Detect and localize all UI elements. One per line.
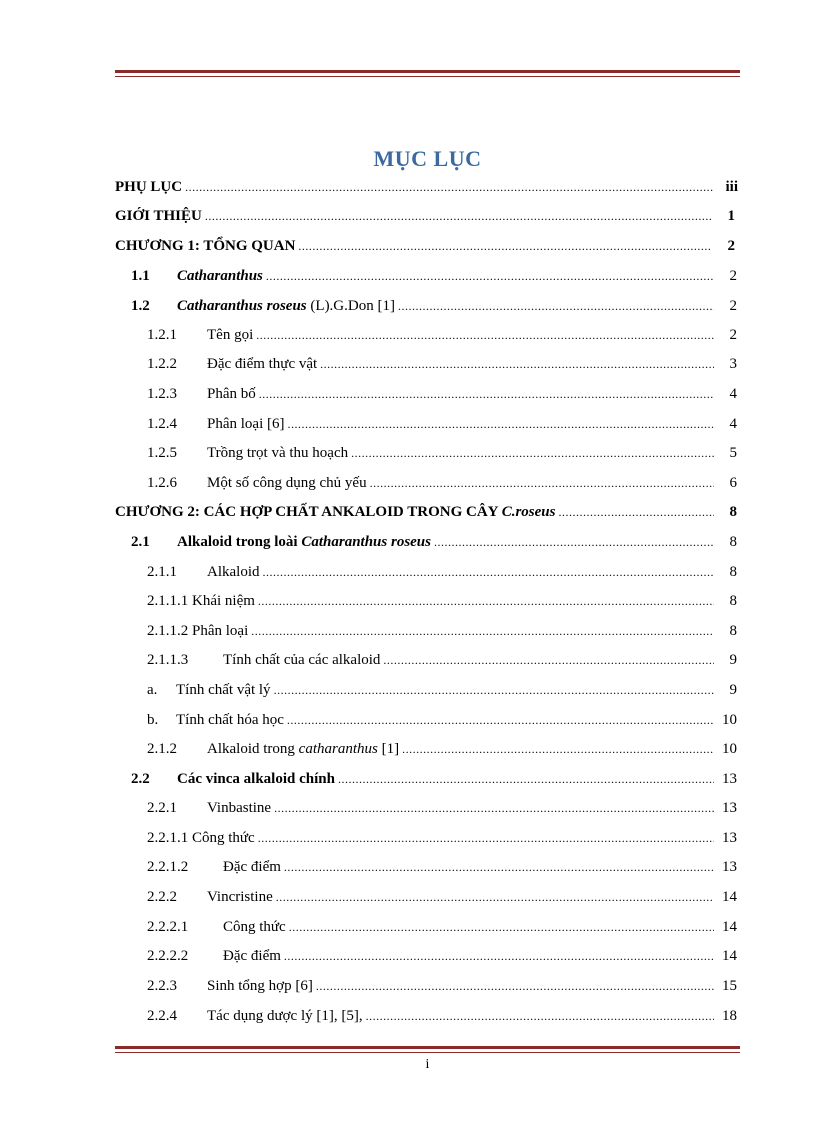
- toc-entry-text: Trồng trọt và thu hoạch: [207, 445, 349, 461]
- toc-entry[interactable]: [147, 945, 737, 967]
- toc-entry-number: 2.2.2.2: [147, 948, 189, 964]
- toc-entry-number: 2.2: [131, 771, 150, 787]
- toc-leader: [251, 620, 714, 642]
- toc-entry[interactable]: [115, 176, 738, 198]
- toc-entry[interactable]: [147, 324, 737, 346]
- page-number-footer: i: [425, 1057, 430, 1072]
- toc-leader: [383, 649, 714, 671]
- toc-entry-number: 2.1: [131, 534, 150, 550]
- toc-page-number: 1: [727, 208, 735, 224]
- toc-entry-number: 1.2.6: [147, 475, 177, 491]
- toc-entry-text: Alkaloid trong loài Catharanthus roseus: [177, 534, 431, 550]
- toc-leader: [263, 561, 715, 583]
- toc-leader: [205, 205, 712, 227]
- toc-leader: [287, 413, 714, 435]
- toc-entry-number: 2.2.4: [147, 1008, 177, 1024]
- toc-entry-number: 1.2.2: [147, 356, 177, 372]
- toc-entry[interactable]: [147, 620, 737, 642]
- toc-page-number: 8: [729, 564, 737, 580]
- toc-entry[interactable]: [147, 797, 737, 819]
- toc-entry-text: Đặc điểm thực vật: [207, 356, 318, 372]
- toc-entry[interactable]: [147, 916, 737, 938]
- toc-entry-text: Alkaloid trong catharanthus [1]: [207, 741, 400, 757]
- toc-entry[interactable]: [147, 679, 737, 701]
- page-title: MỤC LỤC: [373, 146, 482, 171]
- toc-page-number: 5: [729, 445, 737, 461]
- toc-entry-text: Đặc điểm: [223, 948, 281, 964]
- toc-page-number: 2: [729, 298, 737, 314]
- toc-page-number: 6: [729, 475, 737, 491]
- toc-entry-text: GIỚI THIỆU: [115, 208, 202, 224]
- toc-leader: [434, 531, 714, 553]
- toc-page-number: 4: [729, 386, 737, 402]
- toc-page-number: 10: [722, 741, 737, 757]
- toc-page-number: 13: [722, 800, 737, 816]
- toc-entry-number: b.: [147, 712, 159, 728]
- toc-page-number: 14: [722, 919, 737, 935]
- toc-entry[interactable]: [147, 856, 737, 878]
- footer-rule: [115, 1046, 740, 1053]
- toc-leader: [320, 353, 714, 375]
- toc-leader: [338, 768, 714, 790]
- toc-entry-number: 2.2.3: [147, 978, 177, 994]
- toc-entry-text: Alkaloid: [207, 564, 260, 580]
- toc-page-number: 8: [729, 593, 737, 609]
- toc-entry-text: Các vinca alkaloid chính: [177, 771, 335, 787]
- toc-page-number: 18: [722, 1008, 737, 1024]
- toc-entry[interactable]: [147, 1005, 737, 1027]
- toc-page-number: 8: [729, 504, 737, 520]
- toc-entry[interactable]: [131, 531, 737, 553]
- toc-entry-text: 2.2.1.1 Công thức: [147, 830, 255, 846]
- toc-entry-text: CHƯƠNG 1: TỔNG QUAN: [115, 238, 296, 254]
- toc-page-number: 3: [729, 356, 737, 372]
- toc-page-number: 8: [729, 623, 737, 639]
- toc-entry[interactable]: [131, 295, 737, 317]
- toc-entry-text: Tính chất hóa học: [176, 712, 284, 728]
- toc-leader: [398, 295, 714, 317]
- toc-entry[interactable]: [147, 738, 737, 760]
- toc-leader: [259, 383, 714, 405]
- toc-leader: [298, 235, 712, 257]
- toc-entry-text: Tên gọi: [207, 327, 254, 343]
- toc-page-number: 9: [729, 652, 737, 668]
- toc-entry-number: 1.2.5: [147, 445, 177, 461]
- header-rule: [115, 70, 740, 77]
- toc-page-number: 15: [722, 978, 737, 994]
- toc-leader: [351, 442, 714, 464]
- toc-page-number: 2: [729, 327, 737, 343]
- toc-entry[interactable]: [147, 709, 737, 731]
- toc-entry-text: Một số công dụng chủ yếu: [207, 475, 367, 491]
- toc-page-number: 13: [722, 771, 737, 787]
- toc-entry[interactable]: [147, 472, 737, 494]
- toc-leader: [558, 501, 714, 523]
- toc-entry[interactable]: [147, 561, 737, 583]
- toc-page-number: 2: [727, 238, 735, 254]
- toc-page-number: 14: [722, 889, 737, 905]
- toc-leader: [274, 679, 714, 701]
- toc-entry-text: 2.1.1.2 Phân loại: [147, 623, 249, 639]
- toc-page-number: 9: [729, 682, 737, 698]
- toc-entry-text: Tính chất vật lý: [176, 682, 271, 698]
- toc-entry-number: 2.1.2: [147, 741, 177, 757]
- toc-entry-text: Phân bố: [207, 386, 256, 402]
- toc-entry[interactable]: [147, 353, 737, 375]
- toc-leader: [256, 324, 714, 346]
- toc-leader: [366, 1005, 714, 1027]
- toc-entry-number: 1.2.1: [147, 327, 177, 343]
- toc-entry[interactable]: [147, 590, 737, 612]
- toc-entry-number: 2.2.1: [147, 800, 177, 816]
- toc-leader: [185, 176, 713, 198]
- toc-entry-text: Tính chất của các alkaloid: [223, 652, 381, 668]
- toc-leader: [284, 945, 714, 967]
- toc-entry[interactable]: [147, 827, 737, 849]
- toc-leader: [274, 797, 714, 819]
- toc-page-number: 4: [729, 416, 737, 432]
- toc-entry-number: 2.2.2.1: [147, 919, 189, 935]
- toc-entry[interactable]: [115, 501, 737, 523]
- toc-entry-number: 1.2.4: [147, 416, 177, 432]
- toc-entry-number: 2.1.1.3: [147, 652, 189, 668]
- toc-entry[interactable]: [147, 649, 737, 671]
- toc-page-number: iii: [725, 179, 738, 195]
- toc-leader: [258, 827, 714, 849]
- toc-entry-text: Catharanthus: [177, 268, 263, 284]
- toc-leader: [402, 738, 714, 760]
- toc-entry-number: 1.1: [131, 268, 150, 284]
- toc-entry-number: 2.2.1.2: [147, 859, 189, 875]
- toc-entry-number: 2.1.1: [147, 564, 177, 580]
- toc-entry-text: Sinh tổng hợp [6]: [207, 978, 313, 994]
- toc-leader: [276, 886, 714, 908]
- toc-entry-number: a.: [147, 682, 158, 698]
- toc-entry[interactable]: [147, 975, 737, 997]
- toc-entry-text: Vincristine: [207, 889, 273, 905]
- toc-leader: [284, 856, 714, 878]
- toc-leader: [266, 265, 714, 287]
- toc-entry-text: CHƯƠNG 2: CÁC HỢP CHẤT ANKALOID TRONG CÂY C.roseus: [115, 504, 556, 520]
- toc-page-number: 2: [729, 268, 737, 284]
- toc-entry-text: Catharanthus roseus (L).G.Don [1]: [177, 298, 395, 314]
- toc-entry[interactable]: [147, 886, 737, 908]
- toc-page-number: 8: [729, 534, 737, 550]
- toc-entry-number: 2.2.2: [147, 889, 177, 905]
- toc-leader: [258, 590, 714, 612]
- toc-entry-text: 2.1.1.1 Khái niệm: [147, 593, 255, 609]
- toc-entry-number: 1.2: [131, 298, 150, 314]
- toc-entry[interactable]: [115, 235, 735, 257]
- toc-entry-text: Vinbastine: [207, 800, 272, 816]
- toc-leader: [370, 472, 714, 494]
- toc-leader: [287, 709, 714, 731]
- toc-entry-number: 1.2.3: [147, 386, 177, 402]
- toc-entry-text: Phân loại [6]: [207, 416, 285, 432]
- toc-page-number: 13: [722, 830, 737, 846]
- toc-page-number: 10: [722, 712, 737, 728]
- toc-entry-text: Công thức: [223, 919, 286, 935]
- toc-leader: [289, 916, 714, 938]
- toc-entry[interactable]: [115, 205, 735, 227]
- toc-entry[interactable]: [147, 442, 737, 464]
- toc-page-number: 13: [722, 859, 737, 875]
- toc-entry[interactable]: [147, 413, 737, 435]
- toc-entry[interactable]: [131, 768, 737, 790]
- toc-entry[interactable]: [147, 383, 737, 405]
- toc-entry-text: PHỤ LỤC: [115, 179, 183, 195]
- toc-entry-text: Tác dụng dược lý [1], [5],: [207, 1008, 363, 1024]
- toc-entry[interactable]: [131, 265, 737, 287]
- toc-leader: [316, 975, 714, 997]
- toc-entry-text: Đặc điểm: [223, 859, 281, 875]
- toc-page-number: 14: [722, 948, 737, 964]
